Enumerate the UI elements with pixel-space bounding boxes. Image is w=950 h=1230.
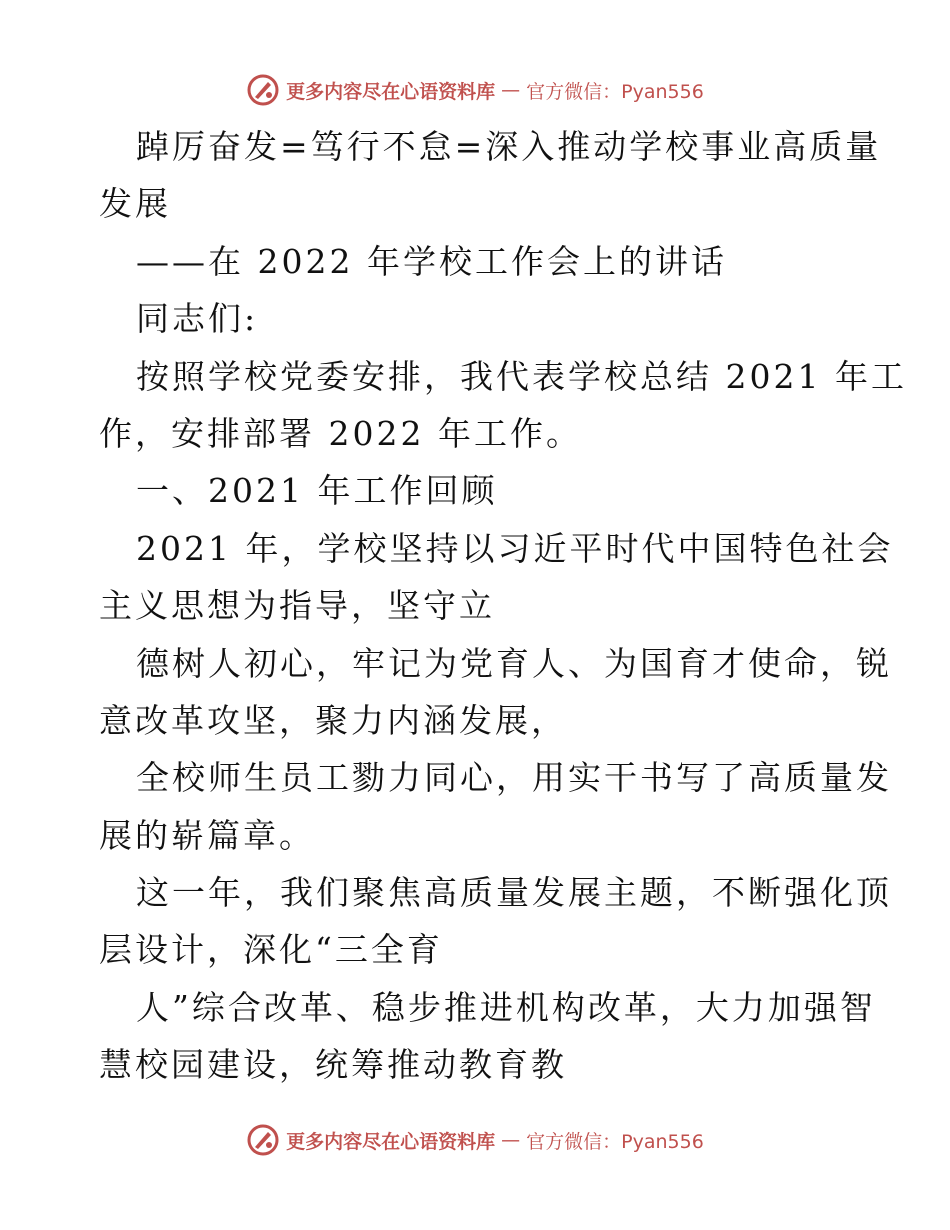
text-line: 作，安排部署 2022 年工作。 [99,413,582,453]
watermark-separator: — [501,1129,521,1151]
text-line: 人”综合改革、稳步推进机构改革，大力加强智 [136,987,876,1027]
pen-logo-icon [246,1123,280,1157]
text-line: 德树人初心，牢记为党育人、为国育才使命，锐 [136,643,892,683]
pen-logo-icon [246,73,280,107]
text-line: 主义思想为指导，坚守立 [99,586,495,626]
text-line: 层设计，深化“三全育 [99,930,443,970]
watermark-main-text: 更多内容尽在心语资料库 [286,1130,496,1153]
text-line: 展的崭篇章。 [99,815,315,855]
text-line: 慧校园建设，统筹推动教育教 [99,1045,567,1085]
text-line: 一、2021 年工作回顾 [136,471,498,511]
watermark-contact: 官方微信：Pyan556 [526,80,704,103]
text-line: 意改革攻坚，聚力内涵发展， [99,700,567,740]
text-line: ——在 2022 年学校工作会上的讲话 [136,241,727,281]
watermark-main-text: 更多内容尽在心语资料库 [286,80,496,103]
text-line: 2021 年，学校坚持以习近平时代中国特色社会 [136,528,894,568]
header-watermark [0,70,950,110]
text-line: 全校师生员工勠力同心，用实干书写了高质量发 [136,758,892,798]
text-line: 踔厉奋发=笃行不怠=深入推动学校事业高质量 [136,127,882,166]
watermark-separator: — [501,79,521,101]
text-line: 这一年，我们聚焦高质量发展主题，不断强化顶 [136,873,892,913]
footer-watermark [0,1120,950,1160]
document-body [99,118,907,1094]
text-line: 同志们: [136,299,259,339]
text-line: 发展 [99,184,171,224]
watermark-contact: 官方微信：Pyan556 [526,1130,704,1153]
text-line: 按照学校党委安排，我代表学校总结 2021 年工 [136,356,907,396]
